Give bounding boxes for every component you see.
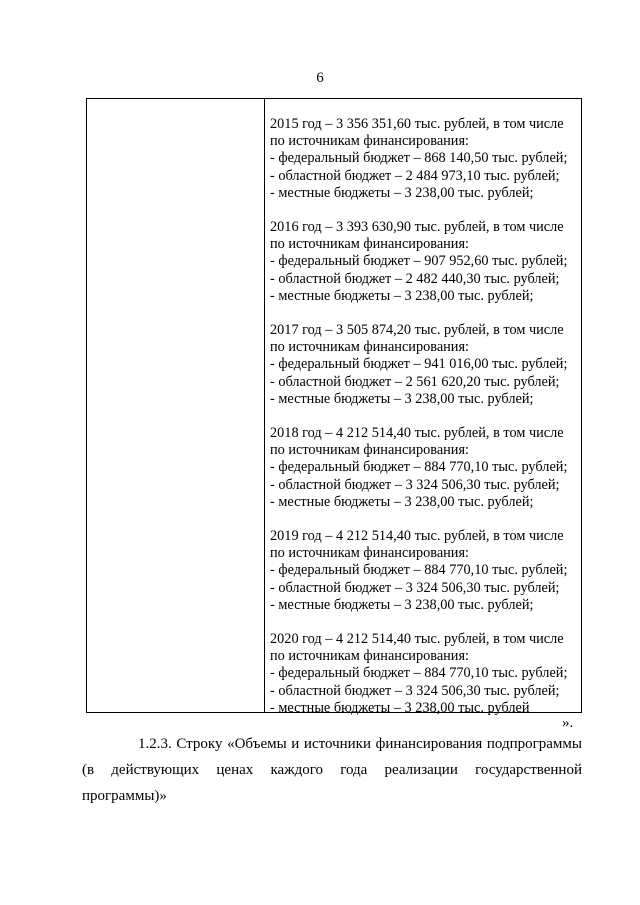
year-total-line: 2020 год – 4 212 514,40 тыс. рублей, в том числе xyxy=(270,631,564,648)
budget-source-line: - федеральный бюджет – 884 770,10 тыс. рублей; xyxy=(270,562,568,579)
budget-source-line: - местные бюджеты – 3 238,00 тыс. рублей; xyxy=(270,493,534,510)
year-funding-block xyxy=(270,219,581,305)
budget-source-line: - федеральный бюджет – 941 016,00 тыс. рублей; xyxy=(270,356,568,373)
year-total-line: 2018 год – 4 212 514,40 тыс. рублей, в том числе xyxy=(270,425,564,442)
table-right-cell xyxy=(265,99,581,716)
year-funding-block xyxy=(270,425,581,511)
budget-source-line: - областной бюджет – 2 561 620,20 тыс. рублей; xyxy=(270,373,560,390)
year-total-line: 2015 год – 3 356 351,60 тыс. рублей, в том числе xyxy=(270,116,564,132)
budget-source-line: - федеральный бюджет – 868 140,50 тыс. рублей; xyxy=(270,150,568,167)
year-total-line: 2016 год – 3 393 630,90 тыс. рублей, в том числе xyxy=(270,219,564,236)
sources-heading-line: по источникам финансирования: xyxy=(270,339,470,356)
body-paragraph: 1.2.3. Строку «Объемы и источники финансирования подпрограммы (в действующих ценах каждого года реализации государственной программы)» xyxy=(82,736,582,804)
year-funding-block xyxy=(270,631,581,717)
budget-source-line: - местные бюджеты – 3 238,00 тыс. рублей; xyxy=(270,596,534,613)
year-funding-block xyxy=(270,528,581,614)
budget-source-line: - местные бюджеты – 3 238,00 тыс. рублей xyxy=(270,699,530,716)
year-total-line: 2019 год – 4 212 514,40 тыс. рублей, в том числе xyxy=(270,528,564,545)
budget-source-line: - местные бюджеты – 3 238,00 тыс. рублей; xyxy=(270,184,534,201)
budget-source-line: - областной бюджет – 2 484 973,10 тыс. рублей; xyxy=(270,167,560,184)
budget-source-line: - местные бюджеты – 3 238,00 тыс. рублей; xyxy=(270,390,534,407)
closing-quote-mark: ». xyxy=(562,715,574,731)
table-left-cell xyxy=(87,99,265,712)
sources-heading-line: по источникам финансирования: xyxy=(270,442,470,459)
year-total-line: 2017 год – 3 505 874,20 тыс. рублей, в том числе xyxy=(270,322,564,339)
budget-source-line: - федеральный бюджет – 884 770,10 тыс. рублей; xyxy=(270,459,568,476)
sources-heading-line: по источникам финансирования: xyxy=(270,545,470,562)
budget-source-line: - федеральный бюджет – 884 770,10 тыс. рублей; xyxy=(270,665,568,682)
year-funding-block xyxy=(270,116,581,202)
sources-heading-line: по источникам финансирования: xyxy=(270,648,470,665)
year-funding-block xyxy=(270,322,581,408)
budget-source-line: - местные бюджеты – 3 238,00 тыс. рублей; xyxy=(270,287,534,304)
budget-source-line: - областной бюджет – 3 324 506,30 тыс. рублей; xyxy=(270,476,560,493)
budget-source-line: - областной бюджет – 2 482 440,30 тыс. рублей; xyxy=(270,270,560,287)
funding-table xyxy=(86,98,582,716)
budget-source-line: - областной бюджет – 3 324 506,30 тыс. рублей; xyxy=(270,579,560,596)
budget-source-line: - федеральный бюджет – 907 952,60 тыс. рублей; xyxy=(270,253,568,270)
budget-source-line: - областной бюджет – 3 324 506,30 тыс. рублей; xyxy=(270,682,560,699)
page-number: 6 xyxy=(316,70,324,86)
sources-heading-line: по источникам финансирования: xyxy=(270,236,470,253)
sources-heading-line: по источникам финансирования: xyxy=(270,133,470,150)
